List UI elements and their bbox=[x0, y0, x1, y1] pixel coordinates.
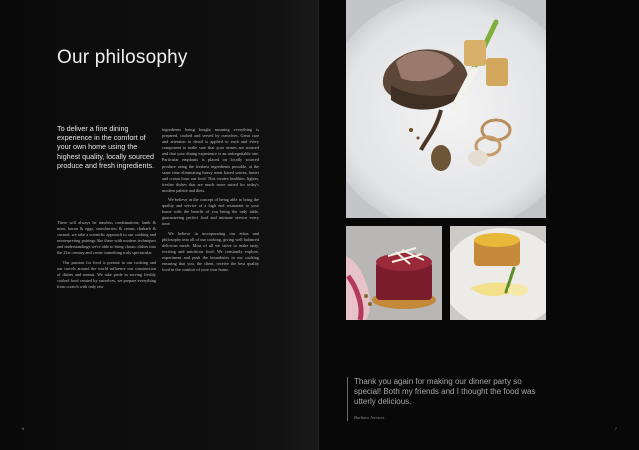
left-page bbox=[0, 0, 319, 450]
dessert-photo-a bbox=[346, 226, 442, 320]
body-column-b bbox=[162, 127, 259, 276]
testimonial-quote bbox=[347, 377, 539, 421]
quote-author: Barbara Iverson. bbox=[354, 415, 385, 420]
page-number-left: 6 bbox=[22, 426, 25, 431]
paragraph: We believe in incorporating our ethos and philosophy into all of our cooking, giving well balanced delicious meals. Most of all we strive to make tasty, exciting and nutritious food. We constantly explore, experiment and push the boundaries in our cooking ensuring that you, the client, receive the best quality food in the comfort of your own home. bbox=[162, 230, 259, 273]
paragraph: Our passion for food is present in our cooking and our travels around the world influence our construction of dishes and menus. We take pride in serving freshly cooked food created by ourselves, we prepare everything from scratch with only raw bbox=[57, 259, 156, 289]
page-title: Our philosophy bbox=[57, 47, 188, 68]
paragraph: ingredients being bought meaning everything is prepared, cooked and served by ourselves. Great care and attention to detail is applied to each and every component to make sure that your senses are aroused and that your dining experience is an unforgettable one. Particular emphasis is placed on locally sourced produce using the freshest ingredients possible, at the same time eliminating heavy meat based sauces, butter and cream from our food. This creates healthier, lighter, fresher dishes that are much more suited for today's modern palette and diets. bbox=[162, 127, 259, 193]
lamb-plate-illustration bbox=[346, 0, 546, 218]
paragraph: We believe in the concept of being able to bring the quality and service of a high end restaurant to your home with the benefit of you being the only table, guaranteeing perfect food and intimate service every time. bbox=[162, 197, 259, 227]
dessert-photo-b bbox=[450, 226, 546, 320]
page-number-right: 7 bbox=[614, 426, 617, 431]
beetroot-cake-illustration bbox=[346, 226, 442, 320]
main-dish-photo bbox=[346, 0, 546, 218]
lemon-tart-illustration bbox=[450, 226, 546, 320]
right-page bbox=[319, 0, 639, 450]
body-column-a bbox=[57, 220, 156, 293]
intro-text: To deliver a fine dining experience in the comfort of your own home using the highest quality, locally sourced produce and fresh ingredients. bbox=[57, 124, 155, 170]
paragraph: There will always be timeless combinations; lamb & mint, bacon & eggs, strawberries & cream, rhubarb & custard, we take a scientific approach to our cooking and reinterpreting pairings like these with modern techniques and understandings we're able to bring classic dishes into the 21st century and create something truly spectacular. bbox=[57, 220, 156, 256]
quote-text: Thank you again for making our dinner party so special! Both my friends and I thought the food was utterly delicious. bbox=[354, 377, 536, 406]
